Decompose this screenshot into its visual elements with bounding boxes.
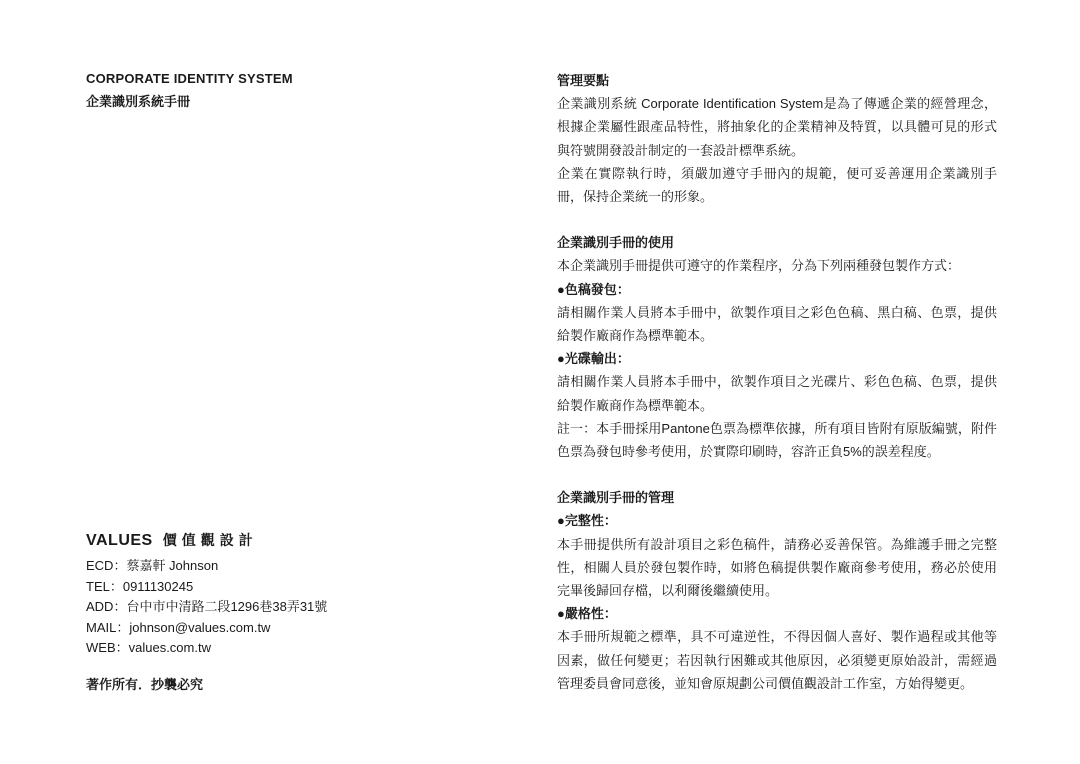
paragraph: 本手冊所規範之標準，具不可違逆性，不得因個人喜好、製作過程或其他等因素，做任何變更；若因執行困難或其他原因，必須變更原始設計，需經過管理委員會同意後，並知會原規劃公司價值觀設計工作室，方始得變更。 — [557, 629, 997, 691]
bullet-heading: ●色稿發包： — [557, 281, 630, 297]
bullet-heading: ●嚴格性： — [557, 606, 617, 622]
logo-wordmark-english: VALUES — [86, 532, 153, 549]
paragraph: 請相關作業人員將本手冊中，欲製作項目之光碟片、彩色色稿、色票，提供給製作廠商作為標準範本。 — [557, 374, 997, 413]
studio-logo — [86, 530, 506, 550]
contact-ecd: ECD：蔡嘉軒 Johnson — [86, 558, 219, 573]
contact-address: ADD：台中市中清路二段1296巷38弄31號 — [86, 599, 328, 614]
bullet-heading: ●完整性： — [557, 513, 617, 529]
contact-web: WEB：values.com.tw — [86, 640, 211, 655]
paragraph: 本手冊提供所有設計項目之彩色稿件，請務必妥善保管。為維護手冊之完整性，相關人員於發包製作時，如將色稿提供製作廠商參考使用，務必於使用完畢後歸回存檔，以利爾後繼續使用。 — [557, 536, 997, 599]
copyright-notice: 著作所有．抄襲必究 — [86, 677, 204, 692]
section-heading: 企業識別手冊的使用 — [557, 235, 675, 251]
contact-tel: TEL：0911130245 — [86, 578, 194, 594]
paragraph: 本企業識別手冊提供可遵守的作業程序，分為下列兩種發包製作方式： — [557, 258, 961, 274]
title-chinese: 企業識別系統手冊 — [86, 94, 191, 109]
paragraph: 請相關作業人員將本手冊中，欲製作項目之彩色色稿、黑白稿、色票，提供給製作廠商作為標準範本。 — [557, 304, 997, 344]
bullet-heading: ●光碟輸出： — [557, 351, 630, 367]
logo-wordmark-chinese: 價值觀設計 — [162, 532, 258, 548]
section-manual-management — [557, 486, 997, 695]
title-english: CORPORATE IDENTITY SYSTEM — [86, 71, 293, 86]
section-management-points — [557, 69, 997, 208]
cover-title-block — [86, 70, 486, 112]
paragraph: 企業在實際執行時，須嚴加遵守手冊內的規範，便可妥善運用企業識別手冊，保持企業統一的形象。 — [557, 165, 997, 205]
studio-contact-block — [86, 530, 506, 659]
section-heading: 企業識別手冊的管理 — [557, 490, 675, 506]
note-paragraph: 註一：本手冊採用Pantone色票為標準依據，所有項目皆附有原版編號，附件色票為發包時參考使用，於實際印刷時，容許正負5%的誤差程度。 — [557, 420, 997, 460]
guidelines-text — [557, 69, 997, 695]
section-heading: 管理要點 — [557, 73, 610, 88]
contact-mail: MAIL：johnson@values.com.tw — [86, 619, 271, 635]
paragraph: 企業識別系統 Corporate Identification System是為了傳遞企業的經營理念，根據企業屬性跟產品特性，將抽象化的企業精神及特質，以具體可見的形式與符號開發設計制定的一套設計標準系統。 — [557, 96, 997, 158]
section-manual-usage — [557, 231, 997, 463]
